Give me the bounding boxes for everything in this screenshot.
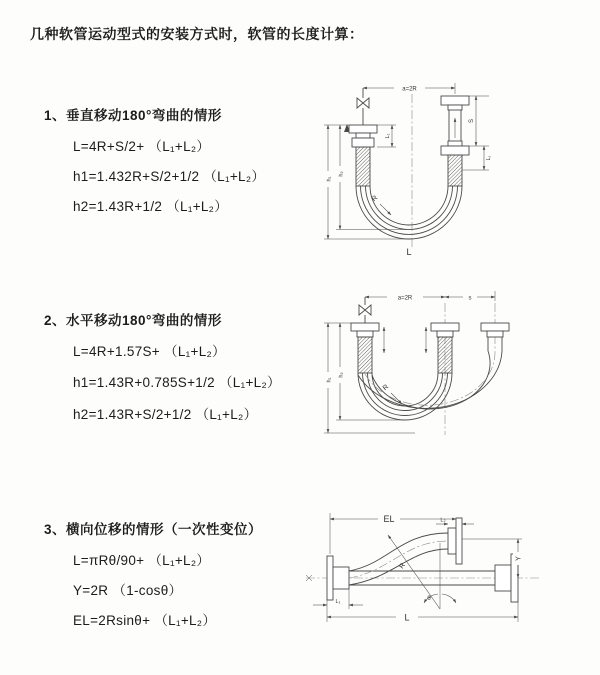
valve-icon bbox=[357, 88, 369, 125]
section1-heading: 1、垂直移动180°弯曲的情形 bbox=[44, 108, 222, 123]
dim-label-s: s bbox=[468, 295, 472, 302]
dim-label-a2r: a=2R bbox=[397, 295, 413, 302]
dim-label-l1: L₁ bbox=[385, 133, 391, 139]
section3-formula-l: L=πRθ/90+ （L₁+L₂） bbox=[73, 553, 211, 568]
u-hose-position1 bbox=[358, 373, 452, 420]
section2-heading: 2、水平移动180°弯曲的情形 bbox=[44, 313, 222, 328]
braided-hose-section bbox=[358, 337, 372, 373]
dim-s bbox=[462, 96, 492, 170]
section1-formula-h2: h2=1.43R+1/2 （L₁+L₂） bbox=[73, 199, 229, 214]
dim-s bbox=[445, 291, 495, 302]
dim-l2 bbox=[436, 518, 474, 525]
section3-formula-el: EL=2Rsinθ+ （L₁+L₂） bbox=[73, 613, 217, 628]
braided-hose-section bbox=[438, 337, 452, 373]
dim-a2r bbox=[363, 83, 455, 94]
braided-hose-section bbox=[448, 155, 462, 186]
radius-label: R bbox=[381, 383, 391, 393]
dim-label-s: S bbox=[469, 118, 475, 124]
angle-construction bbox=[388, 535, 456, 609]
length-label: L bbox=[406, 247, 412, 257]
section1-formula-h1: h1=1.432R+S/2+1/2 （L₁+L₂） bbox=[73, 169, 266, 184]
dim-label-l1: L₁ bbox=[335, 599, 341, 605]
middle-fitting bbox=[431, 323, 459, 373]
dim-label-l: L bbox=[404, 612, 410, 623]
displaced-hose bbox=[349, 533, 448, 585]
dim-label-el: EL bbox=[383, 514, 395, 524]
right-fitting bbox=[441, 96, 469, 186]
valve-icon bbox=[359, 297, 371, 323]
diagram-vertical-180-bend bbox=[315, 78, 595, 258]
braided-hose-section bbox=[356, 147, 370, 186]
u-hose bbox=[356, 186, 462, 239]
dim-label-h2: h₂ bbox=[338, 171, 345, 177]
dim-label-h1: h₁ bbox=[326, 176, 333, 182]
section2-formula-h1: h1=1.43R+0.785S+1/2 （L₁+L₂） bbox=[73, 375, 281, 390]
dim-l1 bbox=[377, 125, 396, 147]
dim-label-l2: L₂ bbox=[486, 155, 492, 161]
dim-label-h1: h₁ bbox=[326, 377, 333, 383]
page-title: 几种软管运动型式的安装方式时，软管的长度计算： bbox=[30, 26, 364, 42]
displaced-flange bbox=[448, 518, 462, 564]
dim-label-a2r: a=2R bbox=[402, 86, 417, 93]
diagram-lateral-displacement bbox=[300, 505, 600, 645]
dim-label-h2: h₂ bbox=[338, 372, 345, 378]
left-fitting bbox=[344, 124, 377, 186]
section3-heading: 3、横向位移的情形（一次性变位） bbox=[44, 522, 263, 537]
dim-a2r bbox=[365, 296, 445, 302]
section2-formula-h2: h2=1.43R+S/2+1/2 （L₁+L₂） bbox=[73, 407, 258, 422]
dim-label-y: Y bbox=[515, 556, 523, 561]
section2-formula-l: L=4R+1.57S+ （L₁+L₂） bbox=[73, 344, 226, 359]
radius-label: R bbox=[398, 562, 408, 571]
left-fitting bbox=[351, 323, 379, 373]
diagram-horizontal-180-bend bbox=[315, 285, 595, 450]
section1-formula-l: L=4R+S/2+ （L₁+L₂） bbox=[73, 139, 211, 154]
section3-formula-y: Y=2R （1-cosθ） bbox=[73, 583, 183, 598]
theta-label: θ bbox=[427, 595, 431, 602]
radius-label: R bbox=[370, 194, 380, 204]
left-flange bbox=[327, 556, 349, 600]
dim-label-l2: L₂ bbox=[440, 517, 446, 524]
